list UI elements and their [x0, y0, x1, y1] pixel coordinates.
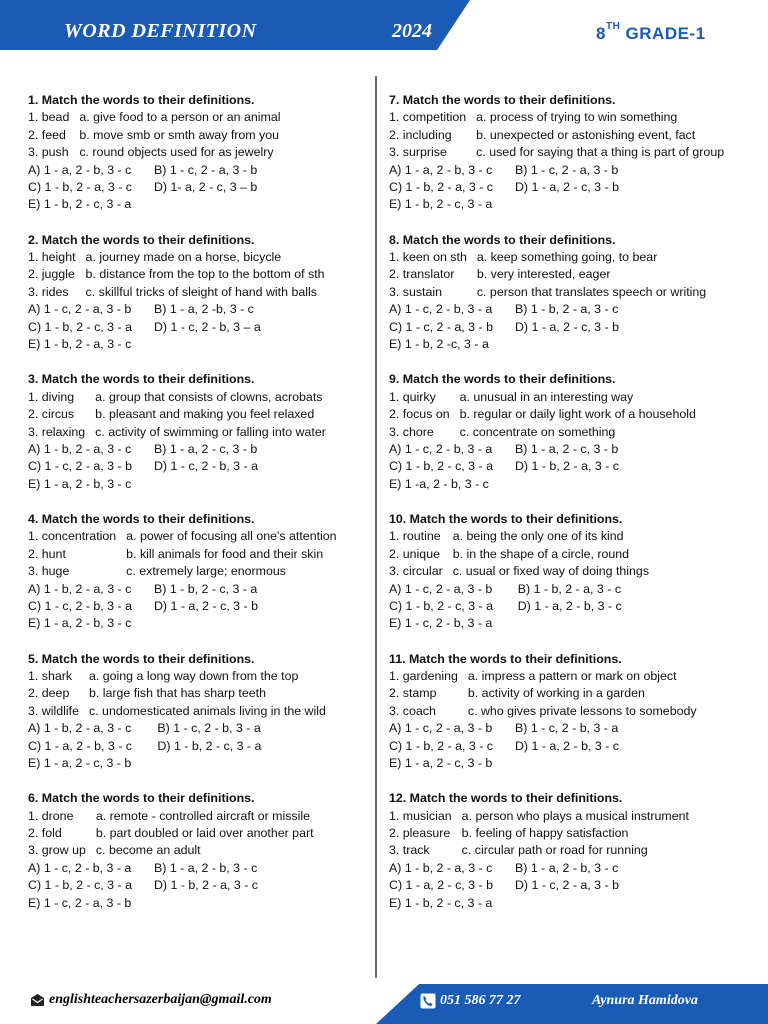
answer-options-row — [28, 458, 368, 475]
answer-options-row — [28, 319, 368, 336]
answer-option[interactable]: A) 1 - c, 2 - a, 3 - b — [389, 581, 493, 596]
answer-options-row — [28, 301, 368, 318]
word-item: 3. grow up — [28, 843, 86, 858]
answer-option[interactable]: D) 1 - a, 2 - b, 3 - c — [514, 738, 619, 753]
word-item: 1. keen on sth — [389, 250, 467, 265]
question-title: 10. Match the words to their definitions. — [389, 511, 623, 526]
answer-option[interactable]: C) 1 - b, 2 - c, 3 - a — [28, 878, 132, 893]
definition-item: b. pleasant and making you feel relaxed — [95, 407, 315, 422]
answer-option[interactable]: E) 1 - b, 2 -c, 3 - a — [389, 337, 489, 352]
answer-options-row — [28, 720, 368, 737]
answer-option[interactable]: D) 1 - a, 2 - b, 3 - c — [517, 598, 622, 613]
answer-option[interactable]: D) 1 - b, 2 - a, 3 - c — [514, 459, 619, 474]
word-definition-row — [28, 109, 368, 126]
word-definition-row — [389, 109, 729, 126]
word-item: 2. unique — [389, 546, 440, 561]
definition-item: a. give food to a person or an animal — [79, 110, 281, 125]
word-definition-row — [389, 389, 729, 406]
email-text: englishteachersazerbaijan@gmail.com — [49, 992, 272, 1007]
definition-item: b. activity of working in a garden — [467, 686, 645, 701]
definition-item: c. who gives private lessons to somebody — [467, 703, 697, 718]
grade-label — [596, 21, 706, 44]
question-block — [389, 232, 729, 354]
word-definition-row — [28, 528, 368, 545]
answer-options-row — [28, 336, 368, 353]
question-block — [28, 511, 368, 633]
answer-option[interactable]: D) 1 - a, 2 - c, 3 - b — [514, 319, 619, 334]
definition-item: b. move smb or smth away from you — [79, 127, 280, 142]
phone-text: 051 586 77 27 — [440, 993, 521, 1008]
definition-item: b. in the shape of a circle, round — [452, 546, 630, 561]
definition-item: a. keep something going, to bear — [476, 250, 658, 265]
answer-option[interactable]: D) 1 - b, 2 - c, 3 - a — [157, 738, 262, 753]
answer-options-row — [28, 738, 368, 755]
page-footer — [0, 980, 768, 1024]
answer-option[interactable]: B) 1 - a, 2 - c, 3 - b — [514, 441, 619, 456]
word-item: 2. hunt — [28, 546, 66, 561]
answer-option[interactable]: A) 1 - c, 2 - b, 3 - a — [28, 860, 132, 875]
word-item: 2. fold — [28, 826, 62, 841]
answer-option[interactable]: E) 1 - b, 2 - c, 3 - a — [389, 197, 493, 212]
answer-option[interactable]: B) 1 - b, 2 - a, 3 - c — [517, 581, 622, 596]
question-title: 7. Match the words to their definitions. — [389, 93, 616, 107]
answer-option[interactable]: A) 1 - b, 2 - a, 3 - c — [28, 721, 132, 736]
word-definition-row — [28, 406, 368, 423]
answer-option[interactable]: A) 1 - a, 2 - b, 3 - c — [28, 162, 132, 177]
definition-item: c. undomesticated animals living in the wild — [88, 703, 326, 718]
word-item: 3. huge — [28, 564, 70, 579]
answer-option[interactable]: B) 1 - b, 2 - a, 3 - c — [514, 302, 619, 317]
word-item: 2. juggle — [28, 267, 75, 282]
answer-options-row — [389, 162, 729, 179]
word-definition-row — [28, 685, 368, 702]
definition-item: b. distance from the top to the bottom of sth — [85, 267, 325, 282]
phone-icon — [420, 993, 436, 1009]
word-definition-row — [389, 685, 729, 702]
answer-option[interactable]: B) 1 - b, 2 - c, 3 - a — [153, 581, 258, 596]
word-definition-row — [389, 808, 729, 825]
answer-option[interactable]: B) 1 - c, 2 - a, 3 - b — [514, 162, 619, 177]
answer-options-row — [28, 581, 368, 598]
answer-option[interactable]: B) 1 - a, 2 - b, 3 - c — [153, 860, 258, 875]
question-title: 12. Match the words to their definitions. — [389, 791, 623, 806]
word-item: 2. translator — [389, 267, 455, 282]
answer-option[interactable]: C) 1 - b, 2 - c, 3 - a — [28, 319, 132, 334]
word-definition-row — [389, 842, 729, 859]
word-definition-row — [389, 546, 729, 563]
word-item: 3. push — [28, 145, 69, 160]
answer-option[interactable]: C) 1 - a, 2 - c, 3 - b — [389, 878, 493, 893]
word-item: 1. routine — [389, 529, 441, 544]
definition-item: b. very interested, eager — [476, 267, 611, 282]
word-item: 3. sustain — [389, 284, 443, 299]
answer-options-row — [389, 301, 729, 318]
question-block — [389, 651, 729, 773]
answer-options-row — [389, 179, 729, 196]
word-item: 3. wildlife — [28, 703, 79, 718]
answer-options-row — [389, 615, 729, 632]
word-definition-row — [389, 406, 729, 423]
word-definition-row — [28, 249, 368, 266]
word-definition-row — [389, 144, 729, 161]
answer-options-row — [389, 441, 729, 458]
word-definition-row — [389, 266, 729, 283]
word-definition-row — [389, 424, 729, 441]
answer-option[interactable]: E) 1 - a, 2 - c, 3 - b — [389, 756, 493, 770]
answer-option[interactable]: E) 1 - b, 2 - a, 3 - c — [28, 337, 132, 352]
footer-phone — [420, 993, 521, 1009]
question-block — [389, 92, 729, 214]
word-item: 2. feed — [28, 127, 66, 142]
answer-options-row — [389, 196, 729, 213]
word-item: 1. shark — [28, 668, 73, 683]
definition-item: a. remote - controlled aircraft or missile — [95, 808, 311, 823]
answer-option[interactable]: A) 1 - b, 2 - a, 3 - c — [389, 860, 493, 875]
answer-option[interactable]: A) 1 - c, 2 - b, 3 - a — [389, 302, 493, 317]
word-item: 2. including — [389, 127, 452, 142]
answer-options-row — [28, 179, 368, 196]
answer-options-row — [389, 598, 729, 615]
word-item: 2. circus — [28, 407, 75, 422]
answer-option[interactable]: B) 1 - a, 2 - b, 3 - c — [514, 860, 619, 875]
grade-number: 8 — [596, 24, 606, 43]
answer-options-row — [28, 615, 368, 632]
answer-options-row — [389, 336, 729, 353]
word-item: 1. concentration — [28, 529, 117, 544]
right-column — [389, 92, 729, 930]
question-title: 11. Match the words to their definitions. — [389, 651, 622, 666]
answer-options-row — [28, 162, 368, 179]
question-block — [389, 511, 729, 633]
word-item: 1. gardening — [389, 668, 458, 683]
question-title: 2. Match the words to their definitions. — [28, 232, 255, 247]
answer-option[interactable]: C) 1 - c, 2 - a, 3 - b — [28, 459, 132, 474]
definition-item: c. used for saying that a thing is part of group — [476, 145, 725, 160]
word-definition-row — [28, 842, 368, 859]
definition-item: a. unusual in an interesting way — [459, 389, 634, 404]
word-definition-row — [28, 424, 368, 441]
word-definition-row — [28, 563, 368, 580]
page-header — [0, 0, 768, 50]
word-item: 1. height — [28, 250, 76, 265]
answer-option[interactable]: C) 1 - b, 2 - a, 3 - c — [389, 738, 493, 753]
answer-option[interactable]: C) 1 - b, 2 - a, 3 - c — [389, 180, 493, 195]
question-title: 4. Match the words to their definitions. — [28, 511, 255, 526]
word-item: 3. surprise — [389, 145, 447, 160]
word-definition-row — [389, 668, 729, 685]
definition-item: b. regular or daily light work of a household — [459, 407, 696, 422]
word-item: 1. drone — [28, 808, 74, 823]
word-definition-row — [389, 528, 729, 545]
answer-option[interactable]: E) 1 - c, 2 - b, 3 - a — [389, 616, 493, 631]
worksheet-year: 2024 — [392, 20, 432, 42]
answer-option[interactable]: A) 1 - c, 2 - a, 3 - b — [389, 721, 493, 736]
question-title: 3. Match the words to their definitions. — [28, 372, 255, 387]
definition-item: a. being the only one of its kind — [452, 529, 624, 544]
question-block — [389, 371, 729, 493]
question-block — [28, 651, 368, 773]
answer-option[interactable]: D) 1- a, 2 - c, 3 – b — [153, 180, 258, 195]
author-name: Aynura Hamidova — [592, 993, 698, 1008]
grade-ordinal: TH — [605, 21, 621, 32]
definition-item: b. unexpected or astonishing event, fact — [476, 127, 696, 142]
answer-options-row — [389, 755, 729, 772]
answer-option[interactable]: B) 1 - c, 2 - b, 3 - a — [514, 721, 619, 736]
question-title: 8. Match the words to their definitions. — [389, 232, 616, 247]
answer-option[interactable]: D) 1 - c, 2 - b, 3 – a — [153, 319, 261, 334]
answer-option[interactable]: D) 1 - c, 2 - b, 3 - a — [153, 459, 258, 474]
word-item: 3. track — [389, 843, 430, 858]
answer-option[interactable]: A) 1 - b, 2 - a, 3 - c — [28, 441, 132, 456]
word-item: 1. musician — [389, 808, 452, 823]
answer-option[interactable]: A) 1 - c, 2 - a, 3 - b — [28, 302, 132, 317]
answer-options-row — [28, 877, 368, 894]
word-definition-row — [28, 703, 368, 720]
answer-option[interactable]: E) 1 - a, 2 - b, 3 - c — [28, 476, 132, 491]
column-divider — [375, 76, 377, 978]
answer-option[interactable]: E) 1 - a, 2 - c, 3 - b — [28, 756, 132, 770]
word-item: 3. relaxing — [28, 424, 86, 439]
definition-item: b. part doubled or laid over another part — [95, 826, 314, 841]
answer-option[interactable]: B) 1 - a, 2 -b, 3 - c — [153, 302, 254, 317]
answer-option[interactable]: E) 1 -a, 2 - b, 3 - c — [389, 476, 489, 491]
answer-option[interactable]: B) 1 - c, 2 - a, 3 - b — [153, 162, 258, 177]
answer-option[interactable]: A) 1 - a, 2 - b, 3 - c — [389, 162, 493, 177]
answer-options-row — [28, 598, 368, 615]
word-item: 1. quirky — [389, 389, 436, 404]
question-block — [28, 371, 368, 493]
definition-item: c. concentrate on something — [459, 424, 616, 439]
word-item: 2. pleasure — [389, 826, 451, 841]
answer-option[interactable]: A) 1 - c, 2 - b, 3 - a — [389, 441, 493, 456]
word-definition-row — [28, 144, 368, 161]
word-definition-row — [28, 127, 368, 144]
word-item: 1. diving — [28, 389, 75, 404]
footer-email — [30, 992, 272, 1008]
word-definition-row — [389, 284, 729, 301]
answer-options-row — [389, 476, 729, 493]
word-definition-row — [389, 563, 729, 580]
word-definition-row — [28, 668, 368, 685]
definition-item: a. impress a pattern or mark on object — [467, 668, 677, 683]
question-block — [28, 92, 368, 214]
question-block — [28, 232, 368, 354]
answer-option[interactable]: C) 1 - a, 2 - b, 3 - c — [28, 738, 132, 753]
word-definition-row — [28, 284, 368, 301]
word-definition-row — [28, 389, 368, 406]
question-title: 9. Match the words to their definitions. — [389, 372, 616, 387]
answer-options-row — [28, 441, 368, 458]
word-definition-row — [28, 825, 368, 842]
answer-options-row — [389, 860, 729, 877]
answer-option[interactable]: D) 1 - c, 2 - a, 3 - b — [514, 878, 619, 893]
answer-option[interactable]: A) 1 - b, 2 - a, 3 - c — [28, 581, 132, 596]
word-item: 3. rides — [28, 284, 69, 299]
word-definition-row — [389, 703, 729, 720]
answer-option[interactable]: C) 1 - b, 2 - c, 3 - a — [389, 459, 493, 474]
word-item: 3. coach — [389, 703, 436, 718]
definition-item: a. power of focusing all one's attention — [126, 529, 337, 544]
word-definition-row — [28, 546, 368, 563]
definition-item: b. large fish that has sharp teeth — [88, 686, 266, 701]
answer-options-row — [389, 581, 729, 598]
definition-item: c. person that translates speech or writing — [476, 284, 707, 299]
answer-options-row — [389, 319, 729, 336]
answer-options-row — [389, 458, 729, 475]
definition-item: b. kill animals for food and their skin — [126, 546, 324, 561]
question-title: 6. Match the words to their definitions. — [28, 791, 255, 806]
word-definition-row — [28, 808, 368, 825]
answer-options-row — [28, 476, 368, 493]
left-column — [28, 92, 368, 930]
envelope-icon — [30, 993, 45, 1007]
answer-options-row — [389, 720, 729, 737]
grade-suffix: GRADE-1 — [620, 24, 706, 43]
word-definition-row — [389, 127, 729, 144]
answer-option[interactable]: D) 1 - a, 2 - c, 3 - b — [514, 180, 619, 195]
definition-item: a. going a long way down from the top — [88, 668, 299, 683]
definition-item: a. person who plays a musical instrument — [461, 808, 689, 823]
answer-option[interactable]: C) 1 - c, 2 - b, 3 - a — [28, 598, 132, 613]
answer-options-row — [28, 895, 368, 912]
answer-option[interactable]: E) 1 - b, 2 - c, 3 - a — [28, 197, 132, 212]
word-definition-row — [389, 825, 729, 842]
definition-item: a. group that consists of clowns, acrobats — [95, 389, 323, 404]
answer-options-row — [389, 738, 729, 755]
definition-item: a. process of trying to win something — [476, 110, 678, 125]
answer-options-row — [28, 860, 368, 877]
answer-option[interactable]: C) 1 - b, 2 - c, 3 - a — [389, 598, 493, 613]
definition-item: a. journey made on a horse, bicycle — [85, 250, 282, 265]
answer-options-row — [389, 895, 729, 912]
answer-options-row — [28, 196, 368, 213]
word-item: 1. competition — [389, 110, 467, 125]
word-item: 2. deep — [28, 686, 70, 701]
word-item: 2. focus on — [389, 407, 450, 422]
definition-item: b. feeling of happy satisfaction — [461, 826, 629, 841]
worksheet-title: WORD DEFINITION — [64, 20, 257, 42]
definition-item: c. become an adult — [95, 843, 201, 858]
answer-options-row — [28, 755, 368, 772]
word-definition-row — [389, 249, 729, 266]
word-item: 3. circular — [389, 564, 443, 579]
question-block — [389, 790, 729, 912]
answer-option[interactable]: E) 1 - a, 2 - b, 3 - c — [28, 616, 132, 631]
question-title: 5. Match the words to their definitions. — [28, 651, 255, 666]
answer-option[interactable]: E) 1 - c, 2 - a, 3 - b — [28, 895, 132, 910]
answer-option[interactable]: C) 1 - b, 2 - a, 3 - c — [28, 180, 132, 195]
word-item: 2. stamp — [389, 686, 437, 701]
definition-item: c. usual or fixed way of doing things — [452, 564, 650, 579]
answer-option[interactable]: D) 1 - a, 2 - c, 3 - b — [153, 598, 258, 613]
definition-item: c. circular path or road for running — [461, 843, 648, 858]
question-title: 1. Match the words to their definitions. — [28, 93, 255, 107]
answer-option[interactable]: C) 1 - c, 2 - a, 3 - b — [389, 319, 493, 334]
definition-item: c. round objects used for as jewelry — [79, 145, 274, 160]
answer-option[interactable]: D) 1 - b, 2 - a, 3 - c — [153, 878, 258, 893]
answer-options-row — [389, 877, 729, 894]
word-item: 1. bead — [28, 110, 70, 125]
word-definition-row — [28, 266, 368, 283]
definition-item: c. skillful tricks of sleight of hand with balls — [85, 284, 317, 299]
answer-option[interactable]: B) 1 - c, 2 - b, 3 - a — [157, 721, 261, 736]
answer-option[interactable]: E) 1 - b, 2 - c, 3 - a — [389, 895, 493, 910]
answer-option[interactable]: B) 1 - a, 2 - c, 3 - b — [153, 441, 258, 456]
definition-item: c. activity of swimming or falling into water — [95, 424, 326, 439]
word-item: 3. chore — [389, 424, 434, 439]
definition-item: c. extremely large; enormous — [126, 564, 286, 579]
question-block — [28, 790, 368, 912]
